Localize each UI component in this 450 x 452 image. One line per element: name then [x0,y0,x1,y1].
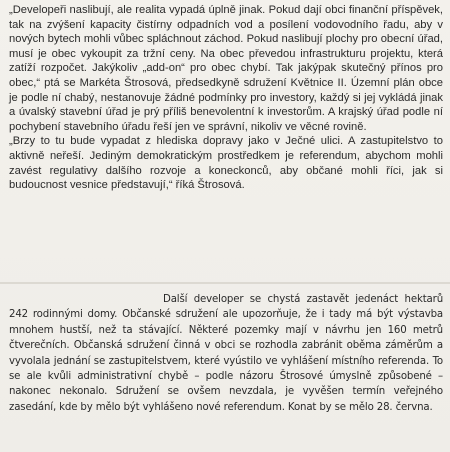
paragraph-quote-traffic: „Brzy to tu bude vypadat z hlediska dopravy jako v Ječné ulici. A zastupitelstvo to aktivně neřeší. Jediným demokratickým prostředkem je referendum, abychom mohli zavést regulativy dalšího rozvoje a koneckonců, aby občané mohli říci, jak si budoucnost vesnice představují,“ říká Štrosová. [9,135,443,192]
upper-text-block [9,3,443,193]
lower-text-block [9,292,443,415]
section-divider [0,282,450,284]
paragraph-developer-plan: Další developer se chystá zastavět jedenáct hektarů 242 rodinnými domy. Občanské sdružení ale upozorňuje, že i tady má být výstavba mnohem hustší, než ta stávající. Některé pozemky mají v návrhu jen 160 metrů čtverečních. Občanská sdružení činná v obci se rozhodla zabránit oběma záměrům a vyvolala jednání se zastupitelstvem, které vyústilo ve vyhlášení místního referenda. To se ale kvůli administrativní chybě – podle názoru Štrosové úmyslně způsobené – nakonec nekonalo. Sdružení se ovšem nevzdala, je vyvěšen termín veřejného zasedání, kde by mělo být vyhlášeno nové referendum. Konat by se mělo 28. června. [9,294,443,413]
paragraph-quote-developers: „Developeři naslibují, ale realita vypadá úplně jinak. Pokud dají obci finanční příspěvek, tak na zvýšení kapacity čistírny odpadních vod a posílení vodovodního řadu, aby v nových bytech mohli vůbec spláchnout záchod. Pokud naslibují plochy pro obecní úřad, musí je obec vykoupit za tržní ceny. Na obec převedou infrastrukturu projektu, která zatíží rozpočet. Jakýkoliv „add-on“ pro obec chybí. Tak jakýpak skutečný přínos pro obec,“ ptá se Markéta Štrosová, předsedkyně sdružení Květnice II. Územní plán obce je podle ní chabý, nestanovuje žádné podmínky pro investory, každý si jej vykládá jinak a úvalský stavební úřad je prý příliš benevolentní k investorům. A krajský úřad podle ní pochybení stavebního úřadu řeší jen ve správní, nikoliv ve věcné rovině. [9,4,443,133]
